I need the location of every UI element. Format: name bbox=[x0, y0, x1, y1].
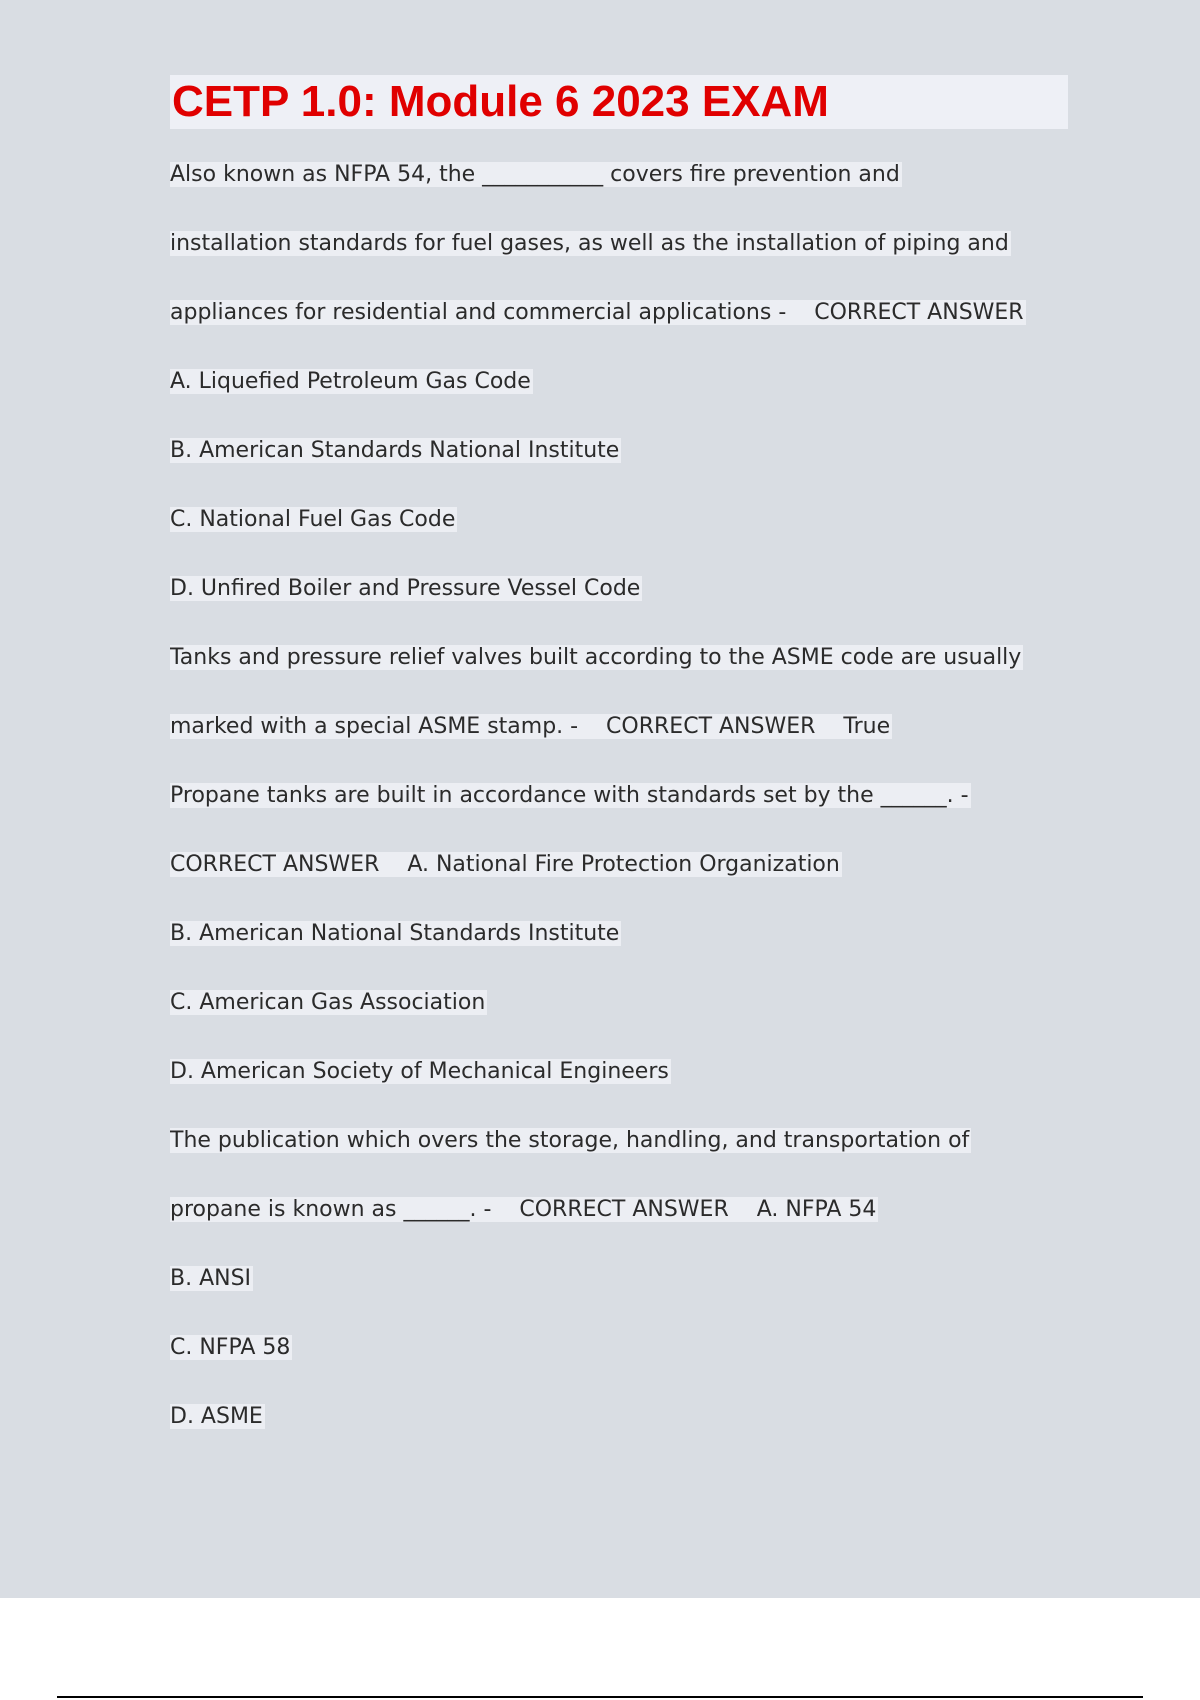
text-line bbox=[170, 571, 642, 607]
line-text: The publication which overs the storage, handling, and transportation of bbox=[170, 1128, 970, 1153]
line-text: appliances for residential and commercial applications - CORRECT ANSWER bbox=[170, 300, 1024, 325]
line-text: D. ASME bbox=[170, 1404, 263, 1429]
text-line bbox=[170, 1261, 253, 1297]
text-line bbox=[170, 1330, 292, 1366]
document-title: CETP 1.0: Module 6 2023 EXAM bbox=[172, 77, 829, 126]
text-line bbox=[170, 226, 1011, 262]
line-text: B. ANSI bbox=[170, 1266, 252, 1291]
text-line bbox=[170, 916, 621, 952]
text-line bbox=[170, 295, 1026, 331]
text-line bbox=[170, 778, 971, 814]
footer-rule bbox=[57, 1696, 1143, 1698]
line-text: C. NFPA 58 bbox=[170, 1335, 291, 1360]
text-line bbox=[170, 847, 842, 883]
line-text: B. American National Standards Institute bbox=[170, 921, 620, 946]
line-text: installation standards for fuel gases, as well as the installation of piping and bbox=[170, 231, 1009, 256]
line-text: D. American Society of Mechanical Engineers bbox=[170, 1059, 669, 1084]
text-line bbox=[170, 502, 457, 538]
text-line bbox=[170, 1399, 265, 1435]
line-text: C. National Fuel Gas Code bbox=[170, 507, 456, 532]
text-line bbox=[170, 1192, 878, 1228]
text-line bbox=[170, 157, 902, 193]
line-text: marked with a special ASME stamp. - CORRECT ANSWER True bbox=[170, 714, 891, 739]
text-line bbox=[170, 1123, 971, 1159]
line-text: Tanks and pressure relief valves built according to the ASME code are usually bbox=[170, 645, 1022, 670]
line-text: A. Liquefied Petroleum Gas Code bbox=[170, 369, 531, 394]
text-line bbox=[170, 709, 892, 745]
line-text: C. American Gas Association bbox=[170, 990, 486, 1015]
line-text: propane is known as ______. - CORRECT ANSWER A. NFPA 54 bbox=[170, 1197, 877, 1222]
line-text: Propane tanks are built in accordance with standards set by the ______. - bbox=[170, 783, 969, 808]
line-text: D. Unfired Boiler and Pressure Vessel Code bbox=[170, 576, 641, 601]
text-line bbox=[170, 985, 487, 1021]
line-text: B. American Standards National Institute bbox=[170, 438, 620, 463]
line-text: CORRECT ANSWER A. National Fire Protection Organization bbox=[170, 852, 840, 877]
text-line bbox=[170, 433, 621, 469]
line-text: Also known as NFPA 54, the ___________ covers fire prevention and bbox=[170, 162, 900, 187]
text-line bbox=[170, 640, 1023, 676]
text-line bbox=[170, 364, 533, 400]
text-line bbox=[170, 1054, 671, 1090]
